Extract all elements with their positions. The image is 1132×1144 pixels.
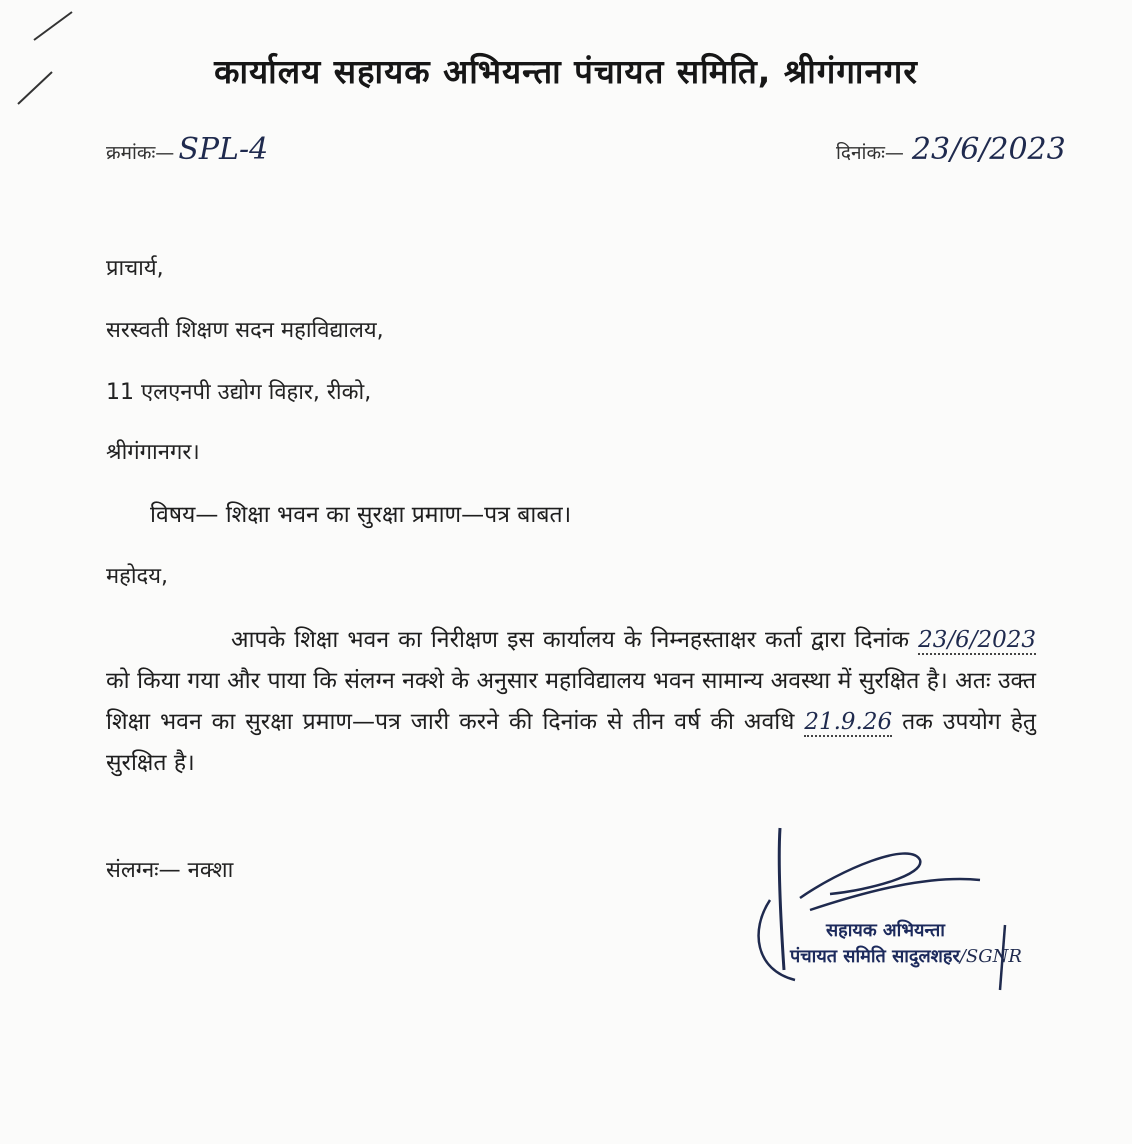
recipient-address: 11 एलएनपी उद्योग विहार, रीको, <box>106 380 372 405</box>
stamp-office <box>790 944 1022 970</box>
stamp-designation: सहायक अभियन्ता <box>826 920 945 941</box>
subject-line: विषय— शिक्षा भवन का सुरक्षा प्रमाण—पत्र बाबत। <box>150 502 572 528</box>
valid-till-date: 21.9.26 <box>804 709 893 735</box>
ref-value: SPL-4 <box>178 132 269 167</box>
reference-number <box>106 132 268 167</box>
greeting: महोदय, <box>106 564 168 589</box>
ref-label: क्रमांकः— <box>106 142 175 164</box>
letter-body <box>106 620 1036 784</box>
body-part2: को किया गया और पाया कि संलग्न नक्शे के अनुसार महाविद्यालय भवन सामान्य अवस्था में सुरक्षित है। अतः उक्त शिक्षा भवन का सुरक्षा प्रमाण—पत्र जारी करने की दिनांक से तीन वर्ष की अवधि <box>106 668 1036 735</box>
date-value: 23/6/2023 <box>911 132 1066 167</box>
stamp-office-name: पंचायत समिति सादुलशहर <box>790 946 960 967</box>
letter-date <box>836 132 1066 167</box>
office-heading: कार्यालय सहायक अभियन्ता पंचायत समिति, श्रीगंगानगर <box>214 52 918 91</box>
enclosure-note: संलग्नः— नक्शा <box>106 858 234 883</box>
inspection-date: 23/6/2023 <box>918 627 1036 653</box>
recipient-title: प्राचार्य, <box>106 256 164 281</box>
handwritten-signature <box>750 820 1120 1010</box>
stamp-code: /SGNR <box>959 946 1022 967</box>
official-stamp <box>790 918 1022 970</box>
recipient-institution: सरस्वती शिक्षण सदन महाविद्यालय, <box>106 318 384 343</box>
body-part1: आपके शिक्षा भवन का निरीक्षण इस कार्यालय के निम्नहस्ताक्षर कर्ता द्वारा दिनांक <box>231 627 909 653</box>
body-part3: तक उपयोग हेतु सुरक्षित है। <box>106 709 1037 776</box>
date-label: दिनांकः— <box>836 142 904 164</box>
recipient-city: श्रीगंगानगर। <box>106 440 200 465</box>
